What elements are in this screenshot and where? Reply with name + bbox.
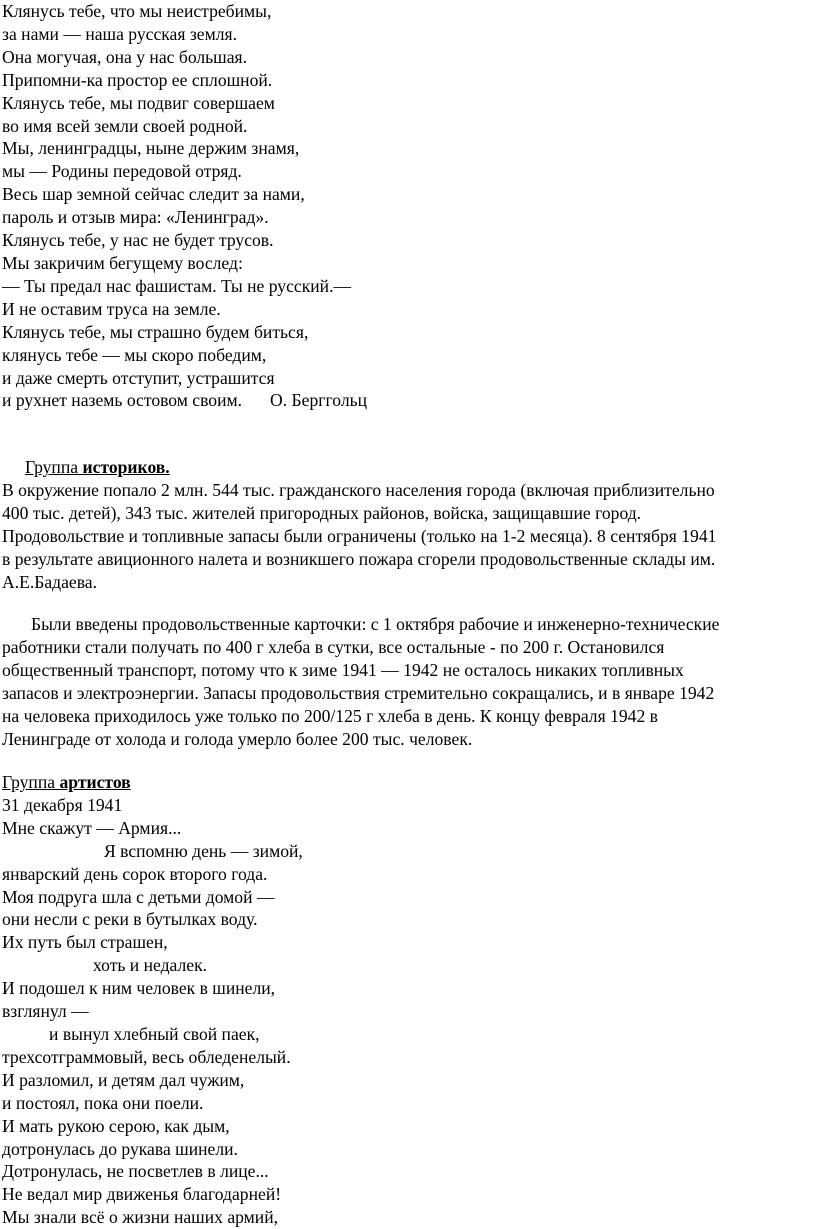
poem-author: О. Берггольц: [270, 390, 368, 411]
poem-line-last: [0, 389, 367, 412]
poem-line: Клянусь тебе, мы подвиг совершаем: [2, 92, 275, 113]
poem-line: Моя подруга шла с детьми домой —: [2, 886, 275, 907]
historians-paragraph-1: [0, 479, 808, 594]
poem-line: И не оставим труса на земле.: [2, 298, 221, 319]
paragraph-line: работники стали получать по 400 г хлеба в сутки, все остальные - по 200 г. Остановился: [2, 636, 665, 657]
historians-heading: [0, 456, 170, 479]
paragraph-line: в результате авиционного налета и возникшего пожара сгорели продовольственные склады им.: [2, 548, 716, 569]
artists-section: [0, 771, 303, 1229]
poem-line: дотронулась до рукава шинели.: [2, 1138, 238, 1159]
poem-line: И мать рукою серою, как дым,: [2, 1115, 230, 1136]
artists-date: 31 декабря 1941: [2, 794, 123, 815]
paragraph-line: В окружение попало 2 млн. 544 тыс. гражданского населения города (включая приблизительно: [2, 480, 715, 500]
poem-line: хоть и недалек.: [93, 955, 208, 976]
poem-line: Весь шар земной сейчас следит за нами,: [2, 184, 305, 205]
artists-group-name: артистов: [59, 772, 131, 792]
poem-line: Их путь был страшен,: [2, 932, 168, 953]
poem-line: Мне скажут — Армия...: [2, 817, 182, 838]
poem-line: Не ведал мир движенья благодарней!: [2, 1184, 282, 1205]
poem-line: Клянусь тебе, мы страшно будем биться,: [2, 321, 309, 342]
poem-line: трехсотграммовый, весь обледенелый.: [2, 1046, 291, 1067]
poem-line: Мы, ленинградцы, ныне держим знамя,: [2, 138, 300, 159]
historians-group-word: Группа: [25, 457, 83, 477]
poem-line: Клянусь тебе, у нас не будет трусов.: [2, 230, 274, 251]
poem-line: Она могучая, она у нас большая.: [2, 46, 248, 67]
poem-line: и вынул хлебный свой паек,: [49, 1023, 260, 1044]
poem-line: и даже смерть отступит, устрашится: [2, 367, 275, 388]
paragraph-line: 400 тыс. детей), 343 тыс. жителей пригородных районов, войска, защищавшие город.: [2, 502, 642, 523]
poem-line-text: и рухнет наземь остовом своим.: [2, 390, 243, 411]
poem-line: Дотронулась, не посветлев в лице...: [2, 1161, 269, 1182]
artists-group-word: Группа: [2, 772, 60, 792]
poem-line: и постоял, пока они поели.: [2, 1092, 204, 1113]
historians-paragraph-2: [0, 613, 808, 750]
poem-line: во имя всей земли своей родной.: [2, 115, 248, 136]
paragraph-line: на человека приходилось уже только по 200/125 г хлеба в день. К концу февраля 1942 в: [2, 705, 658, 726]
poem-line: за нами — наша русская земля.: [2, 23, 238, 44]
historians-group-name: историков.: [82, 457, 170, 477]
artists-heading: [0, 771, 303, 794]
paragraph-line: Ленинграде от холода и голода умерло более 200 тыс. человек.: [2, 728, 473, 749]
poem-line: Я вспомню день — зимой,: [104, 840, 303, 861]
poem-line: мы — Родины передовой отряд.: [2, 161, 242, 182]
poem-line: И разломил, и детям дал чужим,: [2, 1069, 245, 1090]
paragraph-line: А.Е.Бадаева.: [2, 571, 98, 592]
poem-line: клянусь тебе — мы скоро победим,: [2, 344, 267, 365]
poem-line: взглянул —: [2, 1001, 89, 1022]
poem-line: январский день сорок второго года.: [2, 863, 268, 884]
poem-line: — Ты предал нас фашистам. Ты не русский.—: [2, 275, 352, 296]
poem-line: пароль и отзыв мира: «Ленинград».: [2, 207, 269, 228]
paragraph-line: общественный транспорт, потому что к зиме 1941 — 1942 не осталось никаких топливных: [2, 659, 684, 680]
poem-line: И подошел к ним человек в шинели,: [2, 978, 276, 999]
poem-line: Клянусь тебе, что мы неистребимы,: [2, 1, 272, 21]
poem-line: Мы знали всё о жизни наших армий,: [2, 1207, 279, 1228]
poem-line: Мы закричим бегущему вослед:: [2, 252, 243, 273]
poem-line: они несли с реки в бутылках воду.: [2, 909, 258, 930]
paragraph-line: Продовольствие и топливные запасы были ограничены (только на 1-2 месяца). 8 сентября 1941: [2, 525, 717, 546]
poem-berggolts: [0, 0, 367, 412]
poem-line: Припомни-ка простор ее сплошной.: [2, 69, 273, 90]
paragraph-line: запасов и электроэнергии. Запасы продовольствия стремительно сокращались, и в январе 1942: [2, 682, 715, 703]
paragraph-line: Были введены продовольственные карточки: с 1 октября рабочие и инженерно-технические: [31, 614, 720, 634]
